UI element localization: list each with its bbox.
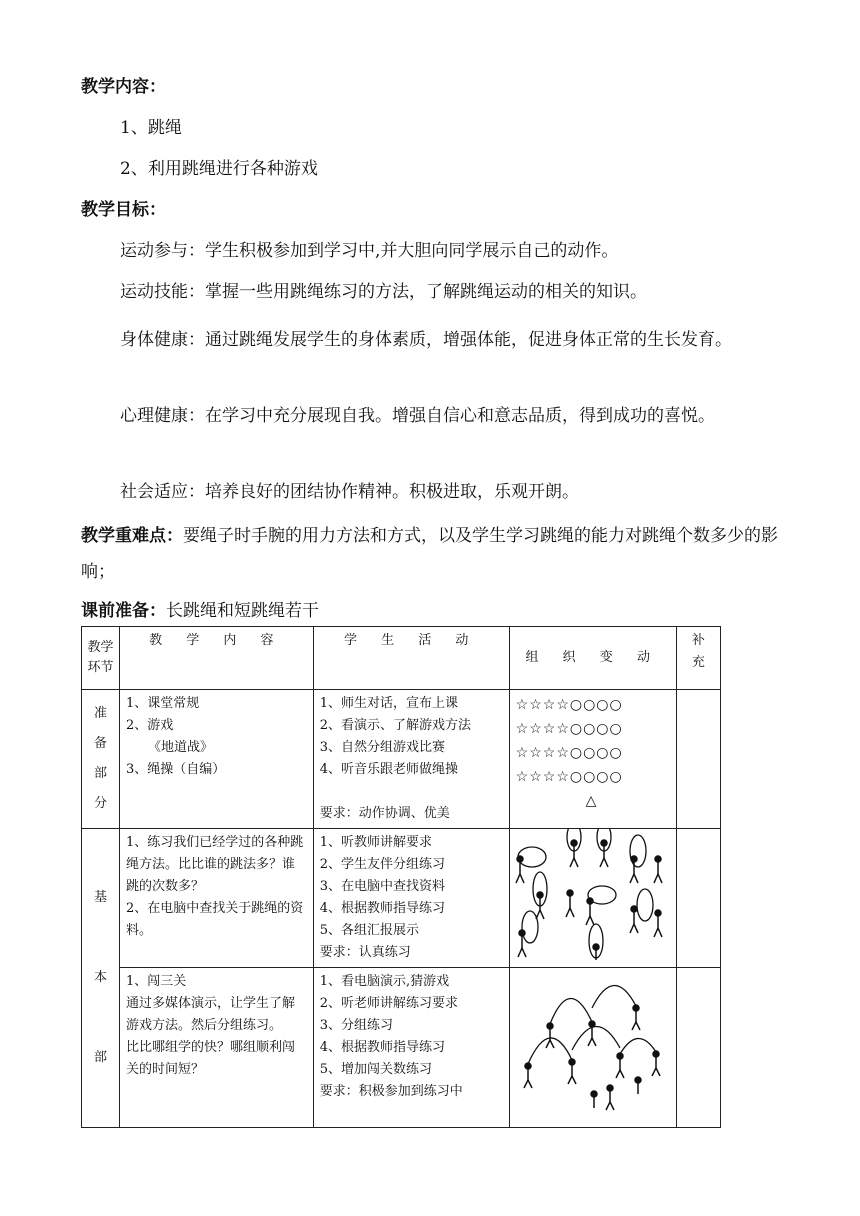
prep-section-label [82, 690, 120, 829]
basic-activity-line: 3、分组练习 [319, 1018, 394, 1033]
content-heading: 教学内容： [81, 77, 166, 97]
header-supplement [676, 627, 720, 690]
prep-activity-line: 1、师生对话，宣布上课 [319, 696, 459, 711]
goal-social: 社会适应：培养良好的团结协作精神。积极进取，乐观开朗。 [120, 482, 579, 502]
basic-activity-line: 2、学生友伴分组练习 [319, 857, 446, 872]
key-points-text: 要绳子时手腕的用力方法和方式，以及学生学习跳绳的能力对跳绳个数多少的影响； [81, 526, 778, 582]
header-organization: 组 织 变 动 [509, 627, 676, 690]
section-char: 分 [93, 796, 107, 811]
basic-activity-requirement: 要求：积极参加到练习中 [319, 1084, 463, 1099]
section-char: 部 [93, 1050, 107, 1065]
formation-cell [509, 690, 676, 829]
formation-row: ☆☆☆☆○○○○ [515, 745, 623, 761]
jump-rope-kids-illustration [510, 829, 672, 965]
prep-line [81, 600, 319, 622]
basic-activity-cell-1 [313, 829, 509, 968]
basic-supplement-cell-1 [676, 829, 720, 968]
basic-activity-line: 4、根据教师指导练习 [319, 1040, 446, 1055]
basic-content-line: 1、闯三关 [125, 974, 187, 989]
basic-content-cell-1 [119, 829, 313, 968]
basic-activity-line: 5、各组汇报展示 [319, 923, 420, 938]
key-points-label: 教学重难点： [81, 526, 183, 546]
prep-content-cell [119, 690, 313, 829]
prep-content-line: 3、绳操（自编） [125, 762, 226, 777]
section-char: 部 [93, 766, 107, 781]
header-content: 教 学 内 容 [119, 627, 313, 690]
basic-content-paragraph: 比比哪组学的快？哪组顺利闯关的时间短？ [125, 1040, 295, 1077]
table-header-row [82, 627, 721, 690]
prep-activity-line: 4、听音乐跟老师做绳操 [319, 762, 459, 777]
section-char: 准 [93, 706, 107, 721]
basic-activity-line: 3、在电脑中查找资料 [319, 879, 446, 894]
prep-activity-requirement: 要求：动作协调、优美 [319, 806, 450, 821]
basic-section-label [82, 829, 120, 1128]
basic-activity-line: 5、增加闯关数练习 [319, 1062, 433, 1077]
prep-activity-cell [313, 690, 509, 829]
prep-content-line: 《地道战》 [147, 740, 213, 755]
basic-activity-cell-2 [313, 968, 509, 1128]
formation-row: ☆☆☆☆○○○○ [515, 697, 623, 713]
prep-activity-line: 2、看演示、了解游戏方法 [319, 718, 472, 733]
basic-content-paragraph: 2、在电脑中查找关于跳绳的资料。 [125, 901, 304, 938]
basic-content-paragraph: 通过多媒体演示，让学生了解游戏方法。然后分组练习。 [125, 996, 295, 1033]
prep-activity-line: 3、自然分组游戏比赛 [319, 740, 446, 755]
header-activity: 学 生 活 动 [313, 627, 509, 690]
goal-participation: 运动参与：学生积极参加到学习中,并大胆向同学展示自己的动作。 [120, 241, 619, 261]
basic-content-paragraph: 1、练习我们已经学过的各种跳绳方法。比比谁的跳法多？谁跳的次数多？ [125, 835, 304, 894]
basic-activity-line: 1、听教师讲解要求 [319, 835, 433, 850]
prep-label: 课前准备： [81, 601, 166, 621]
goal-mental: 心理健康：在学习中充分展现自我。增强自信心和意志品质，得到成功的喜悦。 [120, 406, 715, 426]
prep-section-row [82, 690, 721, 829]
formation-row: ☆☆☆☆○○○○ [515, 769, 623, 785]
goal-skill: 运动技能：掌握一些用跳绳练习的方法，了解跳绳运动的相关的知识。 [120, 282, 647, 302]
content-item: 2、利用跳绳进行各种游戏 [120, 159, 318, 179]
header-supplement-line: 补 [691, 633, 705, 648]
content-item: 1、跳绳 [120, 118, 182, 138]
goals-heading: 教学目标： [81, 200, 166, 220]
key-points [81, 518, 781, 590]
basic-activity-line: 1、看电脑演示,猜游戏 [319, 974, 450, 989]
prep-activity-spacer [320, 781, 503, 803]
header-stage-line: 环节 [87, 660, 114, 675]
basic-supplement-cell-2 [676, 968, 720, 1128]
basic-activity-line: 4、根据教师指导练习 [319, 901, 446, 916]
basic-activity-requirement: 要求：认真练习 [319, 945, 411, 960]
long-rope-illustration-cell [509, 968, 676, 1128]
goal-health: 身体健康：通过跳绳发展学生的身体素质，增强体能，促进身体正常的生长发育。 [120, 330, 732, 350]
teacher-mark: △ [585, 793, 598, 809]
jump-rope-illustration-cell [509, 829, 676, 968]
lesson-plan-table [81, 626, 721, 1128]
prep-content-line: 2、游戏 [125, 718, 174, 733]
header-stage [82, 627, 120, 690]
section-char: 备 [93, 736, 107, 751]
header-supplement-line: 充 [691, 655, 705, 670]
basic-activity-line: 2、听老师讲解练习要求 [319, 996, 459, 1011]
basic-section-row-2 [82, 968, 721, 1128]
basic-section-row-1 [82, 829, 721, 968]
formation-diagram [510, 690, 676, 813]
basic-content-cell-2 [119, 968, 313, 1128]
prep-text: 长跳绳和短跳绳若干 [166, 601, 319, 621]
section-char: 基 [93, 890, 107, 905]
section-char: 本 [93, 970, 107, 985]
formation-row: ☆☆☆☆○○○○ [515, 721, 623, 737]
prep-content-line: 1、课堂常规 [125, 696, 200, 711]
long-rope-game-illustration [510, 968, 672, 1118]
header-stage-line: 教学 [87, 640, 114, 655]
prep-supplement-cell [676, 690, 720, 829]
